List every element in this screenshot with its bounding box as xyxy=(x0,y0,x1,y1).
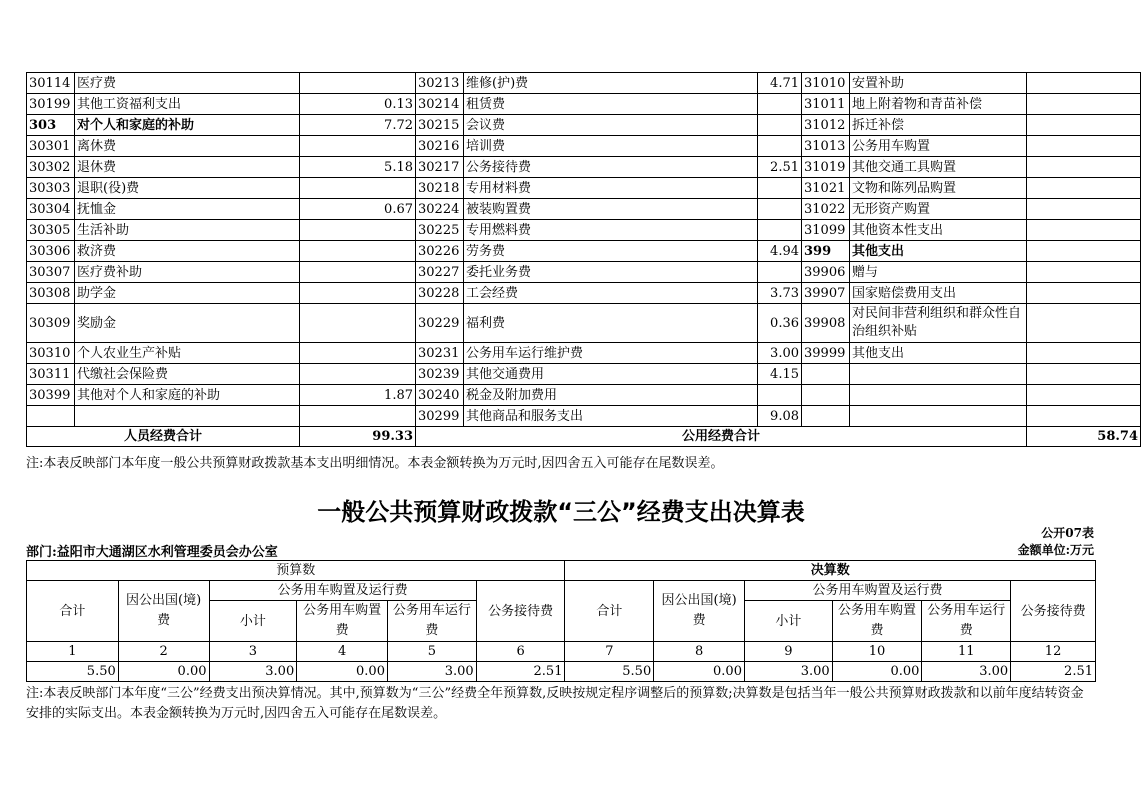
value-cell: 0.00 xyxy=(654,662,745,682)
index-cell: 3 xyxy=(209,642,297,662)
code-cell: 31013 xyxy=(802,136,850,157)
name-cell: 会议费 xyxy=(464,115,758,136)
table-row xyxy=(27,199,1141,220)
code-cell: 39908 xyxy=(802,304,850,343)
budget-abroad-header: 因公出国(境)费 xyxy=(118,581,209,642)
amount-cell xyxy=(1027,283,1141,304)
name-cell: 对民间非营利组织和群众性自治组织补贴 xyxy=(850,304,1027,343)
detail-total-row xyxy=(27,427,1141,447)
amount-cell xyxy=(758,115,802,136)
code-cell: 303 xyxy=(27,115,75,136)
name-cell: 其他支出 xyxy=(850,241,1027,262)
amount-cell xyxy=(758,199,802,220)
index-cell: 4 xyxy=(297,642,388,662)
table-row xyxy=(27,94,1141,115)
amount-cell xyxy=(758,178,802,199)
amount-cell: 0.36 xyxy=(758,304,802,343)
value-cell: 5.50 xyxy=(27,662,119,682)
code-cell: 30311 xyxy=(27,364,75,385)
amount-cell: 9.08 xyxy=(758,406,802,427)
index-cell: 8 xyxy=(654,642,745,662)
final-subtotal-header: 小计 xyxy=(744,601,832,642)
amount-cell xyxy=(300,73,416,94)
budget-total-header: 合计 xyxy=(27,581,119,642)
code-cell: 31012 xyxy=(802,115,850,136)
name-cell: 离休费 xyxy=(75,136,300,157)
final-header: 决算数 xyxy=(565,561,1096,581)
table-row xyxy=(27,364,1141,385)
name-cell: 维修(护)费 xyxy=(464,73,758,94)
index-cell: 1 xyxy=(27,642,119,662)
amount-cell xyxy=(300,343,416,364)
name-cell: 其他商品和服务支出 xyxy=(464,406,758,427)
name-cell: 拆迁补偿 xyxy=(850,115,1027,136)
table-row xyxy=(27,262,1141,283)
amount-cell xyxy=(1027,136,1141,157)
value-cell: 0.00 xyxy=(118,662,209,682)
table-code: 公开07表 xyxy=(1041,526,1094,540)
code-cell: 30114 xyxy=(27,73,75,94)
name-cell: 无形资产购置 xyxy=(850,199,1027,220)
code-cell: 31022 xyxy=(802,199,850,220)
amount-cell: 0.13 xyxy=(300,94,416,115)
name-cell: 赠与 xyxy=(850,262,1027,283)
code-cell xyxy=(802,406,850,427)
code-cell: 31021 xyxy=(802,178,850,199)
name-cell: 个人农业生产补贴 xyxy=(75,343,300,364)
name-cell: 税金及附加费用 xyxy=(464,385,758,406)
budget-header: 预算数 xyxy=(27,561,565,581)
index-cell: 2 xyxy=(118,642,209,662)
amount-cell xyxy=(758,262,802,283)
name-cell: 退休费 xyxy=(75,157,300,178)
code-cell: 30309 xyxy=(27,304,75,343)
code-cell: 31010 xyxy=(802,73,850,94)
final-car-run-header: 公务用车运行费 xyxy=(922,601,1011,642)
name-cell: 生活补助 xyxy=(75,220,300,241)
name-cell: 其他工资福利支出 xyxy=(75,94,300,115)
name-cell: 委托业务费 xyxy=(464,262,758,283)
index-cell: 6 xyxy=(476,642,565,662)
code-cell: 39907 xyxy=(802,283,850,304)
code-cell: 30239 xyxy=(416,364,464,385)
code-cell: 30218 xyxy=(416,178,464,199)
index-cell: 7 xyxy=(565,642,654,662)
code-cell: 31099 xyxy=(802,220,850,241)
amount-cell xyxy=(1027,364,1141,385)
amount-cell xyxy=(300,304,416,343)
code-cell: 30228 xyxy=(416,283,464,304)
amount-cell: 4.94 xyxy=(758,241,802,262)
three-public-expense-note: 注:本表反映部门本年度“三公”经费支出预决算情况。其中,预算数为“三公”经费全年预算数,反映按规定程序调整后的预算数;决算数是包括当年一般公共预算财政拨款和以前年度结转资金安排的实际支出。本表金额转换为万元时,因四舍五入可能存在尾数误差。 xyxy=(26,686,1084,721)
name-cell xyxy=(850,406,1027,427)
summary-index-row xyxy=(27,642,1096,662)
amount-cell: 4.15 xyxy=(758,364,802,385)
amount-cell: 5.18 xyxy=(300,157,416,178)
amount-cell xyxy=(1027,304,1141,343)
final-car-header: 公务用车购置及运行费 xyxy=(744,581,1010,601)
amount-cell xyxy=(1027,406,1141,427)
name-cell: 救济费 xyxy=(75,241,300,262)
amount-cell: 2.51 xyxy=(758,157,802,178)
code-cell: 30307 xyxy=(27,262,75,283)
amount-cell xyxy=(300,178,416,199)
budget-subtotal-header: 小计 xyxy=(209,601,297,642)
index-cell: 12 xyxy=(1011,642,1096,662)
amount-cell xyxy=(1027,199,1141,220)
code-cell: 39999 xyxy=(802,343,850,364)
name-cell: 其他交通费用 xyxy=(464,364,758,385)
name-cell: 公务用车运行维护费 xyxy=(464,343,758,364)
code-cell: 30231 xyxy=(416,343,464,364)
code-cell: 30225 xyxy=(416,220,464,241)
amount-cell xyxy=(758,136,802,157)
value-cell: 5.50 xyxy=(565,662,654,682)
final-abroad-header: 因公出国(境)费 xyxy=(654,581,745,642)
code-cell: 30215 xyxy=(416,115,464,136)
name-cell: 其他交通工具购置 xyxy=(850,157,1027,178)
amount-cell xyxy=(300,262,416,283)
code-cell xyxy=(802,364,850,385)
code-cell: 30399 xyxy=(27,385,75,406)
detail-table-note: 注:本表反映部门本年度一般公共预算财政拨款基本支出明细情况。本表金额转换为万元时,因四舍五入可能存在尾数误差。 xyxy=(26,456,724,471)
name-cell: 国家赔偿费用支出 xyxy=(850,283,1027,304)
name-cell: 专用材料费 xyxy=(464,178,758,199)
code-cell: 39906 xyxy=(802,262,850,283)
amount-cell xyxy=(1027,178,1141,199)
summary-header-row-2 xyxy=(27,581,1096,601)
amount-cell xyxy=(1027,94,1141,115)
value-cell: 3.00 xyxy=(209,662,297,682)
name-cell: 租赁费 xyxy=(464,94,758,115)
amount-cell: 4.71 xyxy=(758,73,802,94)
name-cell: 其他支出 xyxy=(850,343,1027,364)
value-cell: 3.00 xyxy=(744,662,832,682)
code-cell: 30227 xyxy=(416,262,464,283)
table-row xyxy=(27,220,1141,241)
table-row xyxy=(27,157,1141,178)
name-cell: 助学金 xyxy=(75,283,300,304)
code-cell: 30229 xyxy=(416,304,464,343)
amount-cell xyxy=(1027,262,1141,283)
value-cell: 2.51 xyxy=(1011,662,1096,682)
name-cell: 代缴社会保险费 xyxy=(75,364,300,385)
amount-cell: 1.87 xyxy=(300,385,416,406)
code-cell: 31011 xyxy=(802,94,850,115)
amount-cell xyxy=(1027,385,1141,406)
table-row xyxy=(27,343,1141,364)
code-cell xyxy=(27,406,75,427)
code-cell: 30214 xyxy=(416,94,464,115)
code-cell xyxy=(802,385,850,406)
table-row xyxy=(27,406,1141,427)
personnel-total-value: 99.33 xyxy=(300,427,416,447)
name-cell: 对个人和家庭的补助 xyxy=(75,115,300,136)
amount-cell xyxy=(300,220,416,241)
budget-car-run-header: 公务用车运行费 xyxy=(387,601,476,642)
name-cell xyxy=(850,364,1027,385)
name-cell xyxy=(75,406,300,427)
budget-reception-header: 公务接待费 xyxy=(476,581,565,642)
page-title: 一般公共预算财政拨款“三公”经费支出决算表 xyxy=(317,498,805,526)
amount-cell: 3.00 xyxy=(758,343,802,364)
index-cell: 9 xyxy=(744,642,832,662)
code-cell: 30226 xyxy=(416,241,464,262)
value-cell: 3.00 xyxy=(922,662,1011,682)
index-cell: 11 xyxy=(922,642,1011,662)
amount-cell xyxy=(300,406,416,427)
table-row xyxy=(27,304,1141,343)
name-cell: 其他资本性支出 xyxy=(850,220,1027,241)
amount-cell xyxy=(1027,73,1141,94)
table-row xyxy=(27,283,1141,304)
table-row xyxy=(27,178,1141,199)
amount-cell: 3.73 xyxy=(758,283,802,304)
summary-values-row xyxy=(27,662,1096,682)
name-cell: 退职(役)费 xyxy=(75,178,300,199)
department-label: 部门:益阳市大通湖区水利管理委员会办公室 xyxy=(26,545,278,560)
code-cell: 30303 xyxy=(27,178,75,199)
code-cell: 30310 xyxy=(27,343,75,364)
name-cell xyxy=(850,385,1027,406)
code-cell: 31019 xyxy=(802,157,850,178)
code-cell: 30301 xyxy=(27,136,75,157)
name-cell: 文物和陈列品购置 xyxy=(850,178,1027,199)
budget-car-purchase-header: 公务用车购置费 xyxy=(297,601,388,642)
personnel-total-label: 人员经费合计 xyxy=(27,427,300,447)
name-cell: 被装购置费 xyxy=(464,199,758,220)
name-cell: 公务接待费 xyxy=(464,157,758,178)
name-cell: 专用燃料费 xyxy=(464,220,758,241)
name-cell: 福利费 xyxy=(464,304,758,343)
detail-table-body xyxy=(27,73,1141,427)
code-cell: 30308 xyxy=(27,283,75,304)
final-total-header: 合计 xyxy=(565,581,654,642)
table-row xyxy=(27,136,1141,157)
amount-unit-label: 金额单位:万元 xyxy=(1017,543,1094,557)
index-cell: 10 xyxy=(832,642,922,662)
name-cell: 医疗费 xyxy=(75,73,300,94)
index-cell: 5 xyxy=(387,642,476,662)
code-cell: 30304 xyxy=(27,199,75,220)
code-cell: 30217 xyxy=(416,157,464,178)
code-cell: 30305 xyxy=(27,220,75,241)
code-cell: 30302 xyxy=(27,157,75,178)
value-cell: 2.51 xyxy=(476,662,565,682)
summary-header-row-1 xyxy=(27,561,1096,581)
final-reception-header: 公务接待费 xyxy=(1011,581,1096,642)
name-cell: 培训费 xyxy=(464,136,758,157)
code-cell: 30306 xyxy=(27,241,75,262)
amount-cell xyxy=(1027,241,1141,262)
budget-car-header: 公务用车购置及运行费 xyxy=(209,581,476,601)
value-cell: 3.00 xyxy=(387,662,476,682)
three-public-expense-table xyxy=(26,560,1096,682)
code-cell: 30240 xyxy=(416,385,464,406)
amount-cell xyxy=(1027,115,1141,136)
amount-cell xyxy=(300,136,416,157)
amount-cell: 0.67 xyxy=(300,199,416,220)
basic-expenditure-detail-table xyxy=(26,72,1141,447)
table-row xyxy=(27,73,1141,94)
value-cell: 0.00 xyxy=(832,662,922,682)
amount-cell xyxy=(300,241,416,262)
public-total-label: 公用经费合计 xyxy=(416,427,1027,447)
table-row xyxy=(27,115,1141,136)
code-cell: 30299 xyxy=(416,406,464,427)
table-row xyxy=(27,241,1141,262)
name-cell: 安置补助 xyxy=(850,73,1027,94)
value-cell: 0.00 xyxy=(297,662,388,682)
code-cell: 399 xyxy=(802,241,850,262)
name-cell: 其他对个人和家庭的补助 xyxy=(75,385,300,406)
code-cell: 30216 xyxy=(416,136,464,157)
amount-cell xyxy=(1027,343,1141,364)
amount-cell xyxy=(758,385,802,406)
name-cell: 医疗费补助 xyxy=(75,262,300,283)
name-cell: 地上附着物和青苗补偿 xyxy=(850,94,1027,115)
amount-cell xyxy=(758,94,802,115)
name-cell: 公务用车购置 xyxy=(850,136,1027,157)
amount-cell xyxy=(300,364,416,385)
final-car-purchase-header: 公务用车购置费 xyxy=(832,601,922,642)
amount-cell: 7.72 xyxy=(300,115,416,136)
code-cell: 30213 xyxy=(416,73,464,94)
amount-cell xyxy=(1027,220,1141,241)
amount-cell xyxy=(300,283,416,304)
code-cell: 30224 xyxy=(416,199,464,220)
amount-cell xyxy=(1027,157,1141,178)
name-cell: 奖励金 xyxy=(75,304,300,343)
name-cell: 抚恤金 xyxy=(75,199,300,220)
public-total-value: 58.74 xyxy=(1027,427,1141,447)
name-cell: 工会经费 xyxy=(464,283,758,304)
amount-cell xyxy=(758,220,802,241)
code-cell: 30199 xyxy=(27,94,75,115)
name-cell: 劳务费 xyxy=(464,241,758,262)
table-row xyxy=(27,385,1141,406)
